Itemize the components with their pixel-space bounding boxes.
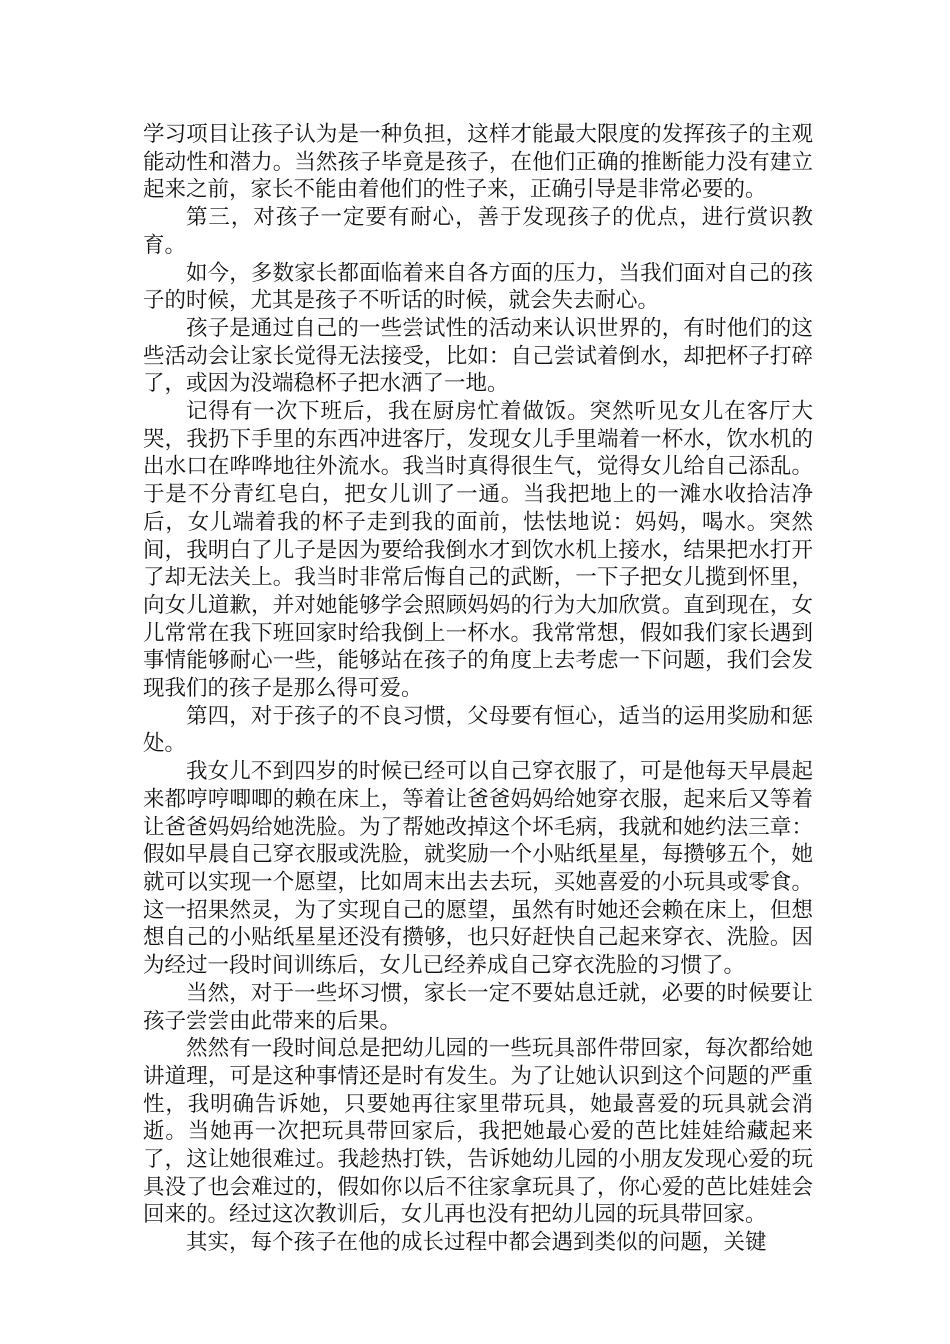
paragraph: 孩子是通过自己的一些尝试性的活动来认识世界的，有时他们的这些活动会让家长觉得无法接受，比如：自己尝试着倒水，却把杯子打碎了，或因为没端稳杯子把水洒了一地。 [143, 315, 813, 397]
paragraph-fourth-point: 第四，对于孩子的不良习惯，父母要有恒心，适当的运用奖励和惩处。 [143, 703, 813, 757]
paragraph-story: 然然有一段时间总是把幼儿园的一些玩具部件带回家，每次都给她讲道理，可是这种事情还是时有发生。为了让她认识到这个问题的严重性，我明确告诉她，只要她再往家里带玩具，她最喜爱的玩具就会消逝。当她再一次把玩具带回家后，我把她最心爱的芭比娃娃给藏起来了，这让她很难过。我趁热打铁，告诉她幼儿园的小朋友发现心爱的玩具没了也会难过的，假如你以后不往家拿玩具了，你心爱的芭比娃娃会回来的。经过这次教训后，女儿再也没有把幼儿园的玩具带回家。 [143, 1036, 813, 1228]
paragraph-truncated: 其实，每个孩子在他的成长过程中都会遇到类似的问题，关键 [186, 1230, 767, 1256]
paragraph-continued: 学习项目让孩子认为是一种负担，这样才能最大限度的发挥孩子的主观能动性和潜力。当然孩子毕竟是孩子，在他们正确的推断能力没有建立起来之前，家长不能由着他们的性子来，正确引导是非常必要的。 [143, 122, 813, 203]
paragraph: 当然，对于一些坏习惯，家长一定不要姑息迁就，必要的时候要让孩子尝尝由此带来的后果。 [143, 980, 813, 1034]
paragraph-third-point: 第三，对孩子一定要有耐心，善于发现孩子的优点，进行赏识教育。 [143, 205, 813, 258]
paragraph-story: 我女儿不到四岁的时候已经可以自己穿衣服了，可是他每天早晨起来都哼哼唧唧的赖在床上，等着让爸爸妈妈给她穿衣服，起来后又等着让爸爸妈妈给她洗脸。为了帮她改掉这个坏毛病，我就和她约法三章：假如早晨自己穿衣服或洗脸，就奖励一个小贴纸星星，每攒够五个，她就可以实现一个愿望，比如周末出去去玩，买她喜爱的小玩具或零食。这一招果然灵，为了实现自己的愿望，虽然有时她还会赖在床上，但想想自己的小贴纸星星还没有攒够，也只好赶快自己起来穿衣、洗脸。因为经过一段时间训练后，女儿已经养成自己穿衣洗脸的习惯了。 [143, 759, 813, 979]
paragraph: 如今，多数家长都面临着来自各方面的压力，当我们面对自己的孩子的时候，尤其是孩子不听话的时候，就会失去耐心。 [143, 260, 813, 314]
document-body [143, 121, 813, 1257]
paragraph-story: 记得有一次下班后，我在厨房忙着做饭。突然听见女儿在客厅大哭，我扔下手里的东西冲进客厅，发现女儿手里端着一杯水，饮水机的出水口在哗哗地往外流水。我当时真得很生气，觉得女儿给自己添乱。于是不分青红皂白，把女儿训了一通。当我把地上的一滩水收拾洁净后，女儿端着我的杯子走到我的面前，怯怯地说：妈妈，喝水。突然间，我明白了儿子是因为要给我倒水才到饮水机上接水，结果把水打开了却无法关上。我当时非常后悔自己的武断，一下子把女儿揽到怀里，向女儿道歉，并对她能够学会照顾妈妈的行为大加欣赏。直到现在，女儿常常在我下班回家时给我倒上一杯水。我常常想，假如我们家长遇到事情能够耐心一些，能够站在孩子的角度上去考虑一下问题，我们会发现我们的孩子是那么得可爱。 [143, 399, 813, 702]
